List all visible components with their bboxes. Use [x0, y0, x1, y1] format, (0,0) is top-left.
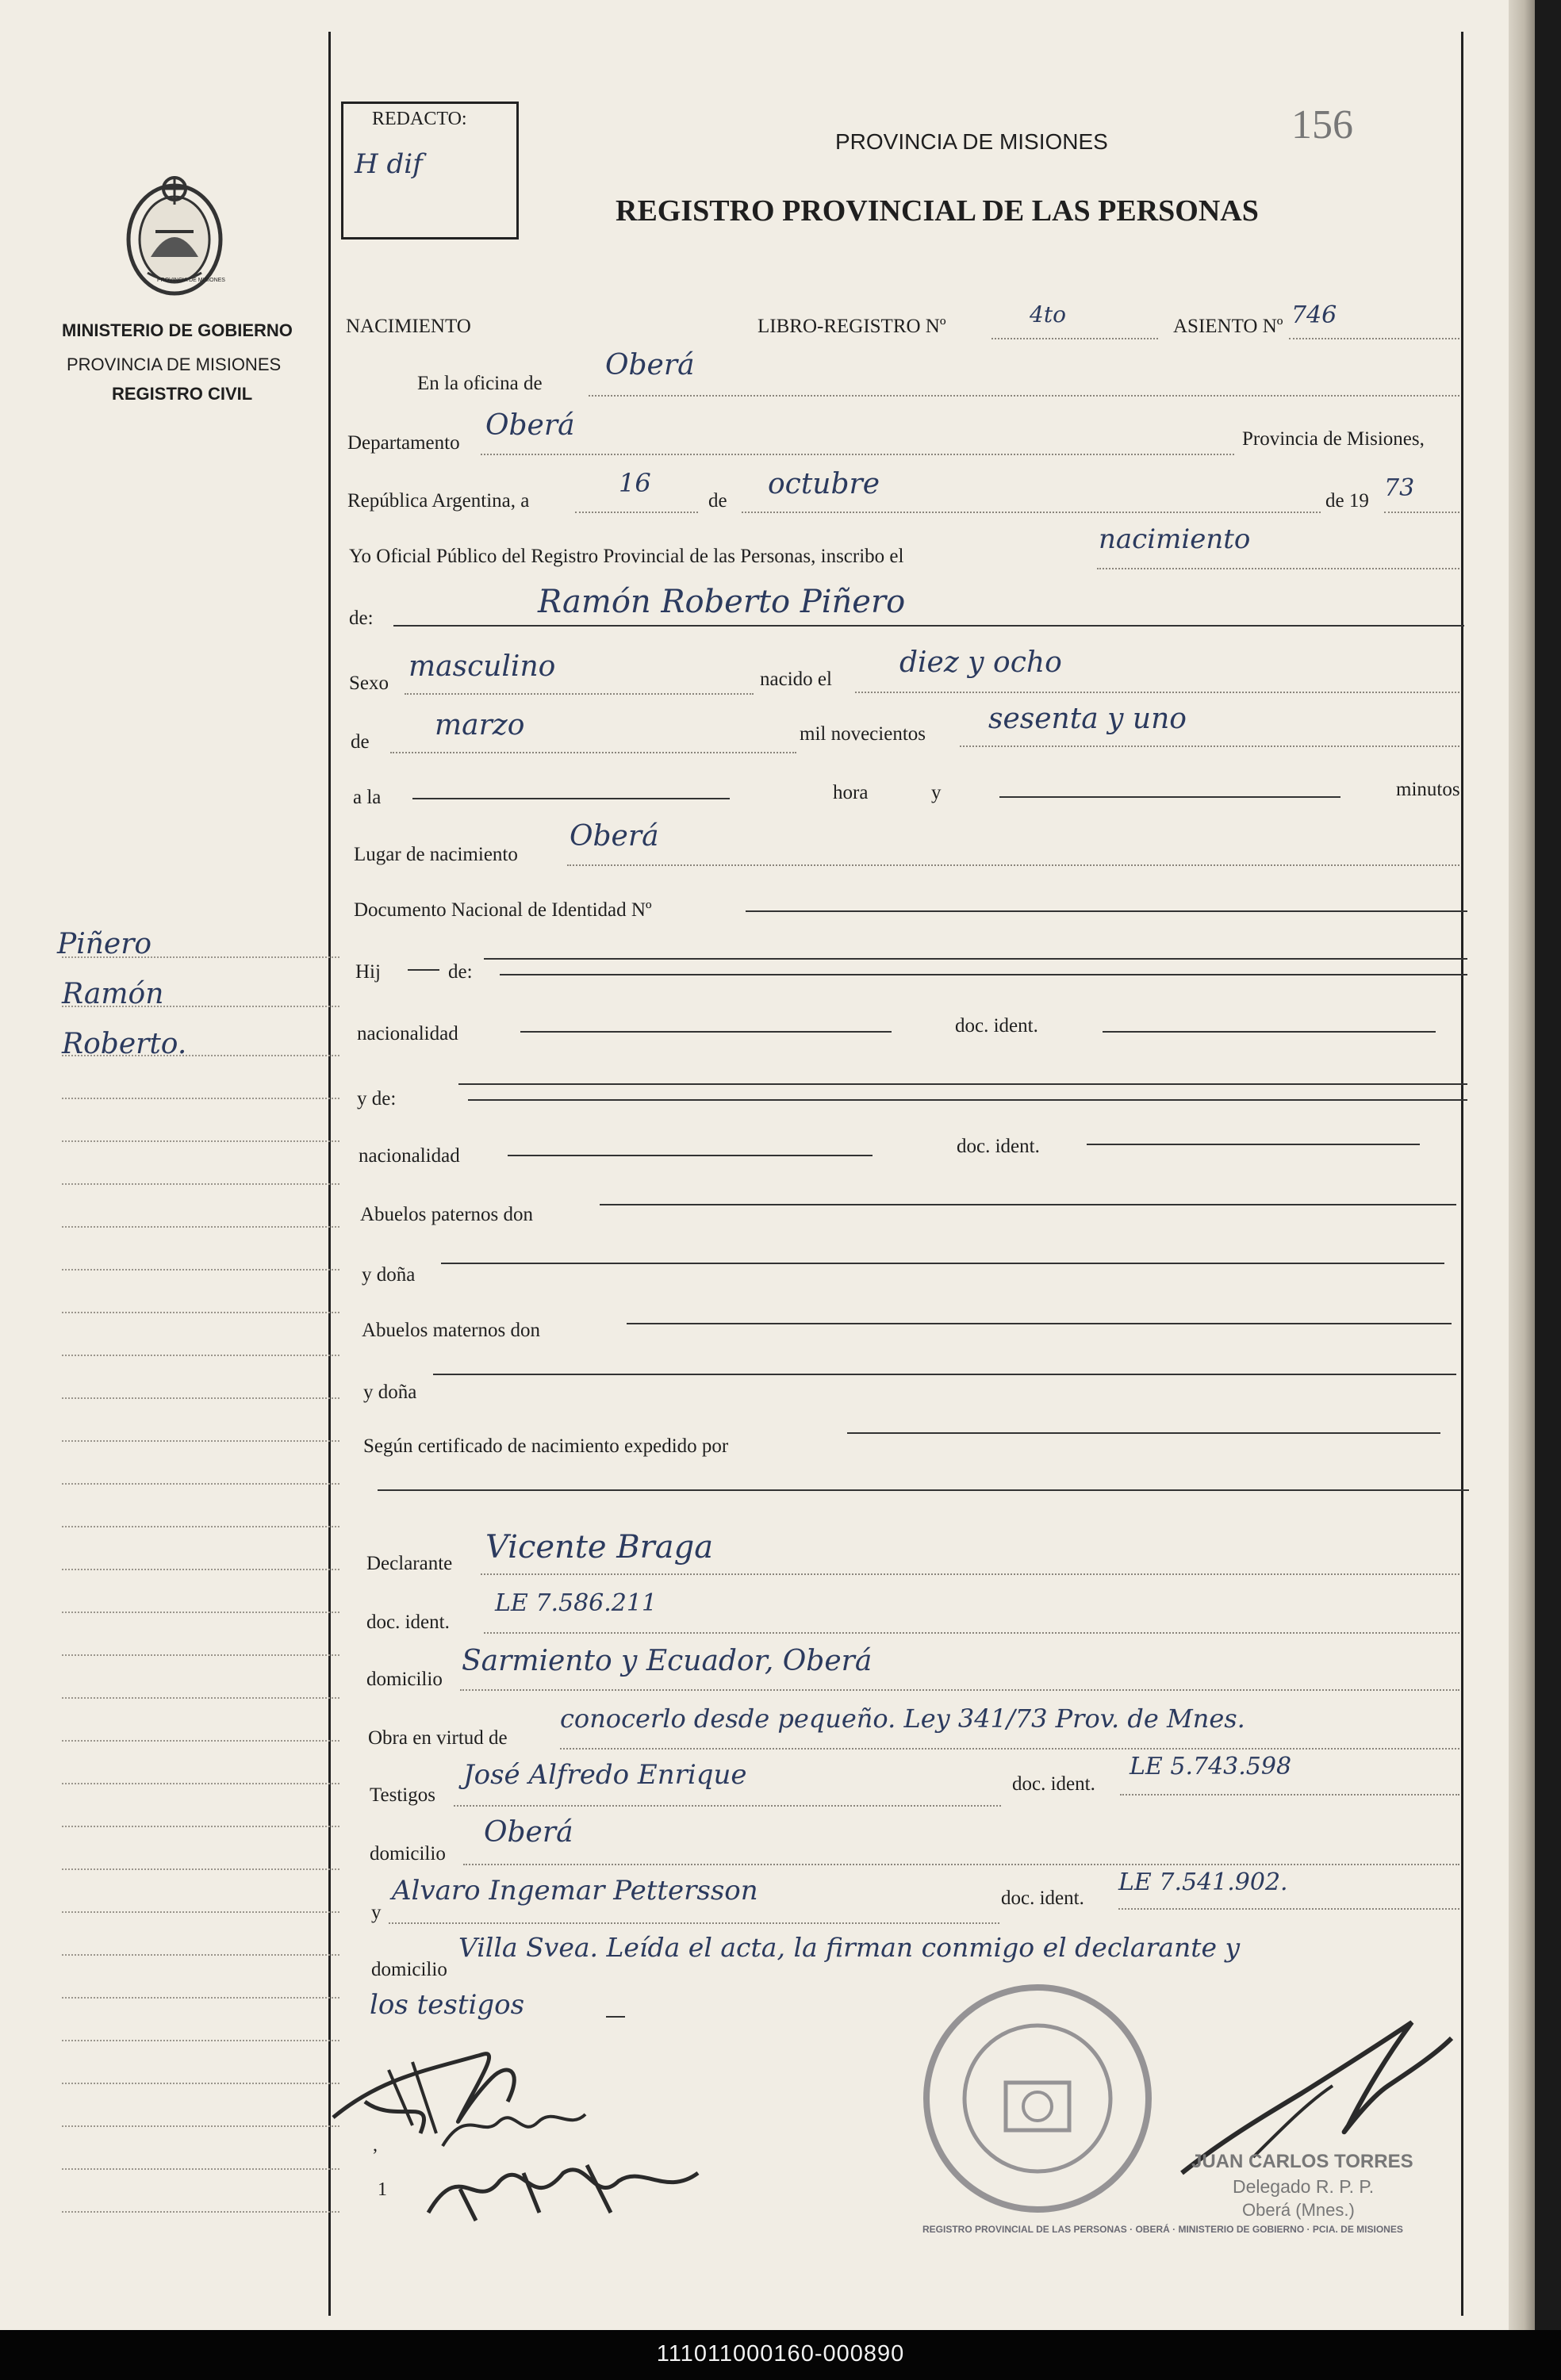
abuelos-paternos-line	[600, 1204, 1456, 1205]
name-de-label: de:	[349, 607, 374, 629]
margin-line	[62, 1312, 339, 1313]
sexo-value: masculino	[408, 650, 556, 683]
margin-line	[62, 1440, 339, 1442]
margin-line	[62, 1697, 339, 1699]
sig-mark-1: ,	[373, 2135, 378, 2156]
testigo1-line	[454, 1805, 1001, 1807]
ala-label: a la	[353, 787, 382, 808]
margin-line	[62, 2125, 339, 2127]
declarante-line	[481, 1573, 1459, 1575]
testigo2-doc-line	[1118, 1908, 1459, 1910]
margin-line	[62, 1868, 339, 1870]
abuelos-paternos-label: Abuelos paternos don	[360, 1204, 534, 1225]
testigos-label: Testigos	[370, 1784, 435, 1806]
nacido-value: diez y ocho	[899, 646, 1062, 679]
nacionalidad-line	[520, 1031, 892, 1033]
margin-line	[62, 1140, 339, 1142]
asiento-line	[1289, 338, 1459, 339]
stamp-role: Delegado R. P. P.	[1233, 2176, 1375, 2197]
lugar-label: Lugar de nacimiento	[354, 844, 518, 865]
dni-line	[746, 910, 1467, 912]
margin-line	[62, 2040, 339, 2041]
testigo1-value: José Alfredo Enrique	[463, 1759, 747, 1791]
domicilio-value: Sarmiento y Ecuador, Oberá	[462, 1645, 873, 1677]
obra-value: conocerlo desde pequeño. Ley 341/73 Prov. de Mnes.	[560, 1704, 1245, 1734]
redacto-value: H dif	[355, 148, 423, 180]
departamento-line	[481, 454, 1234, 455]
oficina-label: En la oficina de	[417, 373, 543, 394]
margin-line	[62, 2211, 339, 2213]
month-value: octubre	[768, 468, 880, 500]
ydona-line	[441, 1263, 1444, 1264]
libro-line	[991, 338, 1158, 339]
margin-surname: Piñero	[57, 928, 152, 960]
margin-line	[62, 1483, 339, 1485]
birth-year-line	[960, 745, 1459, 747]
obra-label: Obra en virtud de	[368, 1727, 508, 1749]
departamento-label: Departamento	[347, 432, 460, 454]
birth-month-line	[390, 752, 796, 753]
departamento-value: Oberá	[485, 409, 575, 442]
dni-label: Documento Nacional de Identidad Nº	[354, 899, 652, 921]
redacto-box	[341, 102, 519, 240]
nacido-line	[855, 692, 1459, 693]
margin-line	[62, 1911, 339, 1913]
testigo2-value: Alvaro Ingemar Pettersson	[392, 1875, 758, 1907]
hij-label: Hij	[355, 961, 381, 983]
testigo2-doc-label: doc. ident.	[1001, 1888, 1084, 1909]
margin-line	[62, 2168, 339, 2170]
abuelos-maternos-label: Abuelos maternos don	[362, 1320, 540, 1341]
sig-mark-2: 1	[378, 2179, 387, 2200]
acto-line	[1097, 568, 1459, 569]
docident-label: doc. ident.	[955, 1015, 1038, 1037]
yde-label: y de:	[357, 1088, 397, 1110]
decl-doc-value: LE 7.586.211	[495, 1589, 658, 1617]
docident-label: doc. ident.	[957, 1136, 1040, 1157]
year-value: 73	[1384, 474, 1415, 502]
margin-line	[62, 1397, 339, 1399]
margin-line	[62, 1006, 339, 1007]
decl-doc-line	[484, 1632, 1459, 1634]
abuelos-maternos-line	[627, 1323, 1452, 1324]
margin-line	[62, 1526, 339, 1527]
hora-label: hora	[833, 782, 869, 803]
nacionalidad-label: nacionalidad	[359, 1145, 460, 1167]
mil-label: mil novecientos	[800, 723, 926, 745]
birth-de-label: de	[351, 731, 370, 753]
page-number: 156	[1291, 102, 1353, 148]
oficina-line	[589, 395, 1459, 397]
margin-line	[62, 2083, 339, 2084]
month-line	[742, 512, 1321, 513]
testigo-signature-2	[412, 2141, 730, 2229]
right-margin-line	[1461, 32, 1463, 2316]
lugar-line	[567, 864, 1459, 866]
stamp-name: JUAN CARLOS TORRES	[1191, 2151, 1413, 2172]
margin-line	[62, 1740, 339, 1742]
day-line	[575, 512, 698, 513]
margin-line	[62, 1569, 339, 1570]
margin-line	[62, 1783, 339, 1784]
name-line	[393, 625, 1464, 627]
margin-line	[62, 1098, 339, 1099]
margin-line	[62, 1226, 339, 1228]
full-name-value: Ramón Roberto Piñero	[538, 584, 906, 620]
declarante-value: Vicente Braga	[485, 1529, 714, 1566]
testigo2-domicilio-label: domicilio	[371, 1959, 447, 1980]
registry-label: REGISTRO CIVIL	[112, 384, 253, 404]
asiento-value: 746	[1291, 301, 1337, 329]
margin-line	[62, 1612, 339, 1613]
minutos-label: minutos	[1396, 779, 1460, 800]
testigo1-doc-line	[1120, 1794, 1459, 1796]
seal-caption: PROVINCIA DE MISIONES	[157, 278, 225, 283]
hour-line	[412, 798, 730, 799]
testigo1-domicilio-line	[463, 1864, 1459, 1865]
coat-of-arms-seal	[124, 170, 225, 300]
birth-month-value: marzo	[435, 709, 525, 742]
certificado-label: Según certificado de nacimiento expedido por	[363, 1435, 729, 1457]
oficina-value: Oberá	[605, 349, 695, 381]
yde-line-1	[458, 1083, 1467, 1085]
ydona-label: y doña	[363, 1382, 417, 1403]
birth-year-value: sesenta y uno	[988, 703, 1187, 735]
domicilio-line	[460, 1689, 1459, 1691]
obra-line	[560, 1748, 1459, 1750]
asiento-label: ASIENTO Nº	[1173, 316, 1283, 337]
year-line	[1384, 512, 1459, 513]
round-seal-text: REGISTRO PROVINCIAL DE LAS PERSONAS · OBERÁ · MINISTERIO DE GOBIERNO · PCIA. DE MISIONES	[922, 2224, 1403, 2235]
stamp-place: Oberá (Mnes.)	[1242, 2200, 1355, 2220]
decl-doc-label: doc. ident.	[366, 1612, 450, 1633]
hora-y-label: y	[931, 782, 942, 803]
ydona-line	[433, 1374, 1456, 1375]
nacionalidad-label: nacionalidad	[357, 1023, 458, 1044]
certificado-line	[847, 1432, 1440, 1434]
record-type-label: NACIMIENTO	[346, 316, 471, 337]
docident-line	[1087, 1144, 1420, 1145]
hij-dash	[408, 969, 439, 971]
testigo2-doc-value: LE 7.541.902.	[1118, 1868, 1288, 1896]
margin-line	[62, 1355, 339, 1356]
yde-line-2	[468, 1099, 1467, 1101]
provincia-label: Provincia de Misiones,	[1242, 428, 1425, 450]
testigo1-domicilio-value: Oberá	[484, 1816, 573, 1849]
oficial-label: Yo Oficial Público del Registro Provincial de las Personas, inscribo el	[349, 546, 904, 567]
margin-line	[62, 956, 339, 958]
margin-line	[62, 1183, 339, 1185]
hij-line-2	[500, 974, 1467, 975]
lugar-value: Oberá	[570, 820, 659, 853]
left-margin-line	[328, 32, 331, 2316]
province-heading: PROVINCIA DE MISIONES	[835, 129, 1108, 154]
certificado-line-2	[378, 1489, 1469, 1491]
sexo-label: Sexo	[349, 673, 389, 694]
docident-line	[1103, 1031, 1436, 1033]
sexo-line	[405, 693, 754, 695]
date-de-label: de	[708, 490, 727, 512]
y-testigo-label: y	[371, 1902, 382, 1923]
libro-label: LIBRO-REGISTRO Nº	[757, 316, 946, 337]
redacto-label: REDACTO:	[372, 109, 467, 129]
margin-line	[62, 1826, 339, 1827]
closing-text: los testigos	[370, 1989, 525, 2021]
closing-dash	[606, 2016, 625, 2018]
nacionalidad-line	[508, 1155, 873, 1156]
margin-line	[62, 1055, 339, 1056]
testigo2-line	[389, 1922, 999, 1924]
margin-line	[62, 1954, 339, 1956]
hij-de-label: de:	[448, 961, 473, 983]
hij-line-1	[484, 958, 1467, 960]
testigo2-domicilio-value: Villa Svea. Leída el acta, la firman conmigo el declarante y	[458, 1932, 1241, 1963]
ydona-label: y doña	[362, 1264, 416, 1286]
left-province-label: PROVINCIA DE MISIONES	[67, 355, 282, 374]
page-title: REGISTRO PROVINCIAL DE LAS PERSONAS	[616, 194, 1259, 228]
declarante-label: Declarante	[366, 1553, 453, 1574]
official-round-seal	[919, 1980, 1156, 2217]
testigo1-domicilio-label: domicilio	[370, 1843, 446, 1865]
margin-middle-name: Roberto.	[62, 1028, 187, 1060]
year-label: de 19	[1325, 490, 1369, 512]
ministry-label: MINISTERIO DE GOBIERNO	[62, 320, 293, 340]
nacido-label: nacido el	[760, 669, 832, 690]
domicilio-label: domicilio	[366, 1669, 443, 1690]
libro-value: 4to	[1030, 301, 1066, 328]
margin-line	[62, 1654, 339, 1656]
margin-first-name: Ramón	[62, 978, 164, 1010]
page-edge	[1509, 0, 1535, 2330]
testigo1-doc-value: LE 5.743.598	[1130, 1753, 1292, 1780]
day-value: 16	[619, 468, 651, 498]
margin-line	[62, 1997, 339, 1999]
margin-line	[62, 1269, 339, 1270]
testigo1-doc-label: doc. ident.	[1012, 1773, 1095, 1795]
document-id: 111011000160-000890	[656, 2341, 905, 2367]
republica-label: República Argentina, a	[347, 490, 530, 512]
minutes-line	[999, 796, 1340, 798]
acto-value: nacimiento	[1099, 523, 1251, 555]
